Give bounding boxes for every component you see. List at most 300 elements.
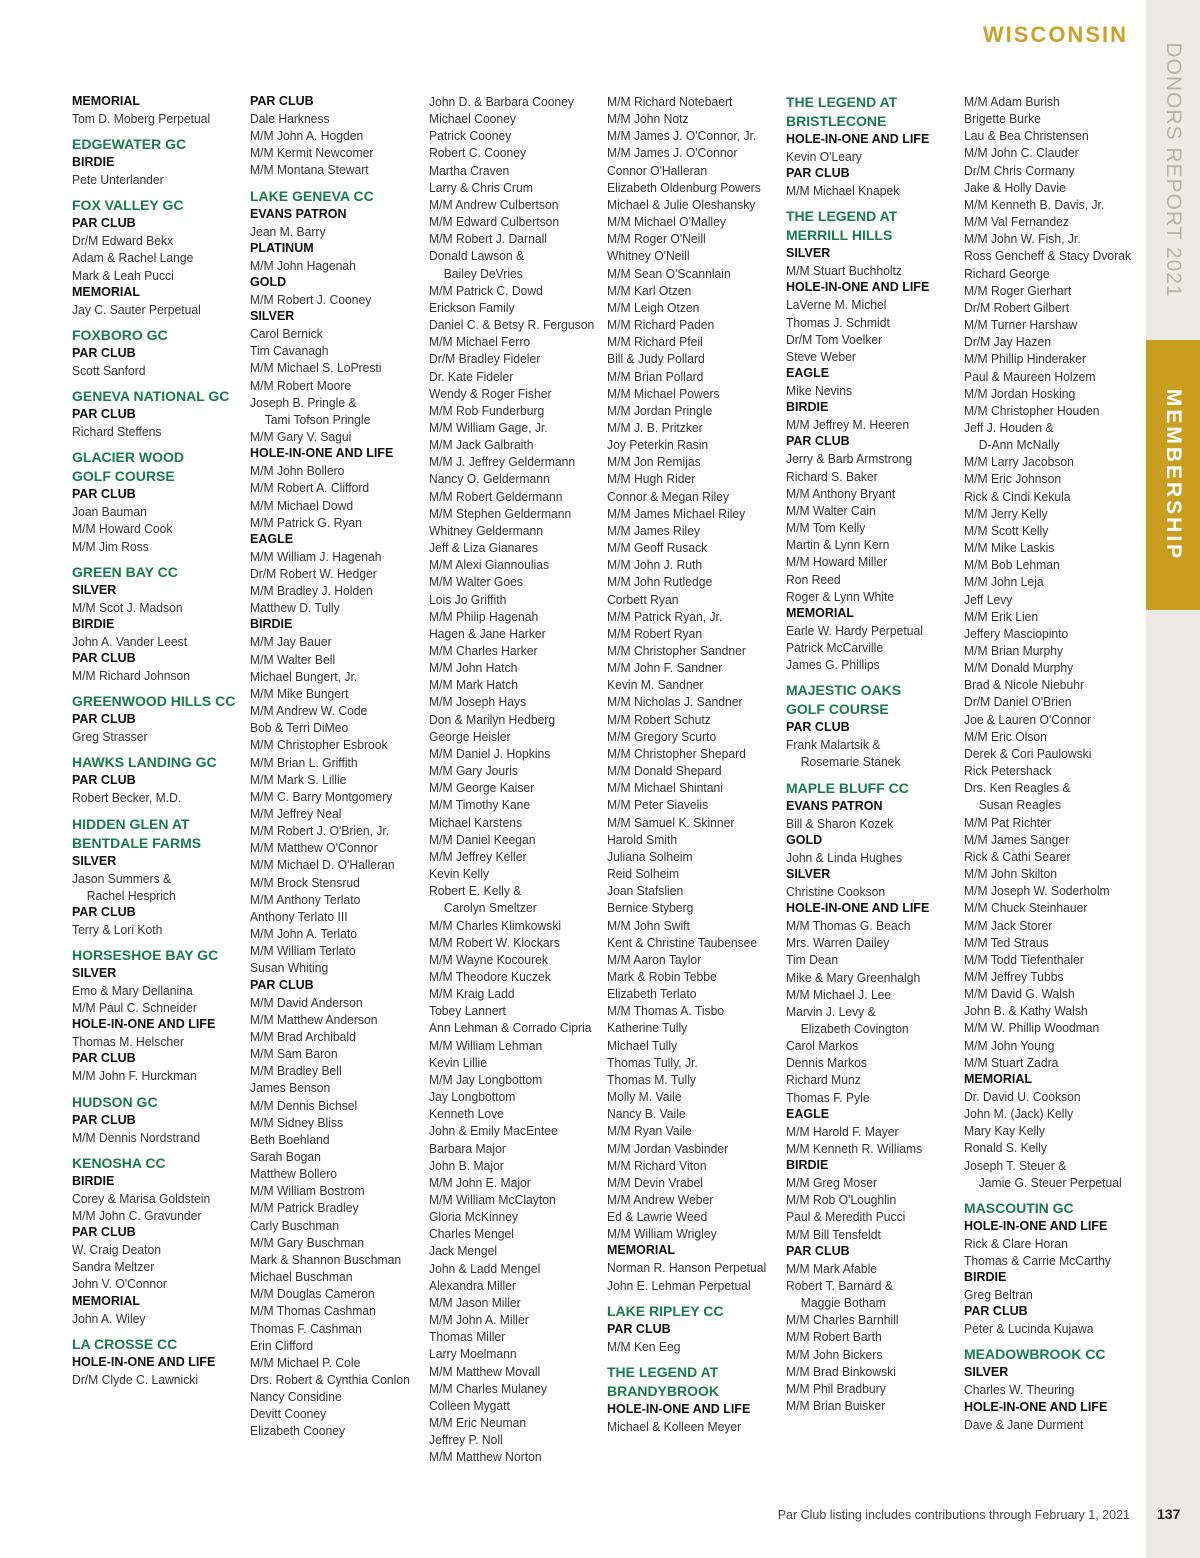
- donor-name: M/M Jon Remijas: [607, 454, 701, 470]
- donor-name: Dr/M Clyde C. Lawnicki: [72, 1371, 199, 1387]
- donor-name: M/M Michael Powers: [607, 385, 720, 401]
- donor-name: Nancy B. Vaile: [607, 1106, 686, 1122]
- donor-name: Jean M. Barry: [250, 223, 326, 239]
- donor-name: Sarah Bogan: [250, 1148, 321, 1164]
- donor-name: Joan Bauman: [72, 504, 147, 520]
- donor-column-3: [429, 93, 597, 1466]
- donor-name: M/M Robert J. O'Brien, Jr.: [250, 823, 390, 839]
- donor-name: Roger & Lynn White: [786, 588, 895, 604]
- donor-name: M/M Mike Bungert: [250, 685, 349, 701]
- donor-name: Beth Boehland: [250, 1131, 330, 1147]
- giving-level: PAR CLUB: [786, 720, 850, 735]
- donor-name: Michael Bungert, Jr.: [250, 668, 358, 684]
- donor-name: Ross Gencheff & Stacy Dvorak: [964, 248, 1132, 264]
- donor-name: Jeffrey P. Noll: [429, 1432, 503, 1448]
- club-name: KENOSHA CC: [72, 1154, 166, 1171]
- donor-name: M/M Robert W. Klockars: [429, 934, 560, 950]
- donor-name: M/M Jeffrey Tubbs: [964, 968, 1064, 984]
- donor-name: James Benson: [250, 1080, 331, 1096]
- giving-level: HOLE-IN-ONE AND LIFE: [786, 132, 930, 146]
- donor-name: George Heisler: [429, 728, 511, 744]
- club-name: MEADOWBROOK CC: [964, 1346, 1106, 1363]
- donor-name: M/M Todd Tiefenthaler: [964, 951, 1084, 967]
- donor-name: M/M Kenneth B. Davis, Jr.: [964, 196, 1105, 212]
- donor-name: M/M Wayne Kocourek: [429, 951, 548, 967]
- giving-level: HOLE-IN-ONE AND LIFE: [964, 1399, 1108, 1414]
- donor-name: Joan Stafslien: [607, 883, 684, 899]
- donor-name: John A. Vander Leest: [72, 633, 188, 649]
- donor-name: M/M Matthew Movall: [429, 1363, 541, 1379]
- donor-name: M/M Robert Moore: [250, 377, 352, 393]
- donor-name: Dr/M Tom Voelker: [786, 331, 883, 347]
- giving-level: HOLE-IN-ONE AND LIFE: [250, 446, 394, 461]
- club-name: HIDDEN GLEN AT: [72, 815, 190, 832]
- donor-name-continued: D-Ann McNally: [978, 437, 1060, 453]
- donor-name: Elizabeth Terlato: [607, 986, 697, 1002]
- donor-name: M/M Michael D. O'Halleran: [250, 857, 395, 873]
- donor-name: M/M Ryan Vaile: [607, 1123, 692, 1139]
- donor-name: M/M Gary V. Sagui: [250, 429, 352, 445]
- donor-name: M/M Kenneth R. Williams: [786, 1140, 923, 1156]
- donor-name: Kenneth Love: [429, 1106, 504, 1122]
- donor-name: Rick & Cathi Searer: [964, 848, 1071, 864]
- footer-note: Par Club listing includes contributions through February 1, 2021: [777, 1508, 1130, 1522]
- donor-name: Dave & Jane Durment: [964, 1416, 1084, 1432]
- giving-level: MEMORIAL: [964, 1071, 1033, 1086]
- club-name: THE LEGEND AT: [786, 208, 898, 225]
- donor-name: John V. O'Connor: [72, 1276, 167, 1292]
- donor-name: M/M Richard Pfeil: [607, 334, 703, 350]
- donor-name: Molly M. Vaile: [607, 1089, 682, 1105]
- donor-name: M/M Patrick Bradley: [250, 1200, 359, 1216]
- giving-level: BIRDIE: [72, 1173, 115, 1188]
- donor-name: M/M Michael Shintani: [607, 780, 723, 796]
- donor-name: Mike Nevins: [786, 383, 853, 399]
- donor-name: M/M Brian Pollard: [607, 368, 704, 384]
- donor-column-6: [964, 93, 1132, 1433]
- donor-name: Barbara Major: [429, 1140, 506, 1156]
- donor-name: M/M Christopher Sandner: [607, 643, 746, 658]
- donor-name: M/M Matthew Anderson: [250, 1011, 378, 1027]
- donor-name: Daniel C. & Betsy R. Ferguson: [429, 317, 595, 333]
- sidebar-report-band: [1146, 0, 1200, 340]
- donor-name: M/M John Hatch: [429, 660, 518, 676]
- donor-name: M/M William J. Hagenah: [250, 548, 382, 564]
- donor-name: Connor & Megan Riley: [607, 488, 730, 504]
- donor-name: W. Craig Deaton: [72, 1242, 162, 1258]
- donor-name: Matthew D. Tully: [250, 600, 340, 616]
- donor-name-continued: Elizabeth Covington: [800, 1021, 909, 1036]
- donor-name: M/M James J. O'Connor, Jr.: [607, 128, 757, 144]
- donor-name: Robert C. Cooney: [429, 145, 527, 161]
- giving-level: HOLE-IN-ONE AND LIFE: [72, 1354, 216, 1369]
- donor-name: Thomas & Carrie McCarthy: [964, 1253, 1111, 1268]
- giving-level: PAR CLUB: [72, 216, 136, 231]
- donor-name: M/M Erik Lien: [964, 608, 1039, 624]
- donor-name: M/M James Michael Riley: [607, 505, 746, 521]
- giving-level: PAR CLUB: [607, 1321, 671, 1336]
- donor-name: M/M J. Jeffrey Geldermann: [429, 454, 576, 470]
- giving-level: EVANS PATRON: [786, 798, 883, 813]
- giving-level: PAR CLUB: [72, 712, 136, 727]
- giving-level: HOLE-IN-ONE AND LIFE: [607, 1401, 751, 1416]
- donor-name: Frank Malartsik &: [786, 737, 881, 753]
- giving-level: PAR CLUB: [964, 1304, 1028, 1319]
- giving-level: EVANS PATRON: [250, 206, 347, 221]
- donor-name: M/M Walter Goes: [429, 574, 523, 590]
- donor-name: Rick & Cindi Kekula: [964, 488, 1071, 504]
- donor-name: M/M Jack Galbraith: [429, 437, 534, 453]
- donor-name: M/M Robert Barth: [786, 1329, 882, 1345]
- donor-name: Bernice Styberg: [607, 900, 694, 916]
- donor-name: M/M W. Phillip Woodman: [964, 1020, 1100, 1036]
- donor-name: M/M James J. O'Connor: [607, 145, 738, 161]
- club-name: EDGEWATER GC: [72, 136, 187, 153]
- giving-level: PAR CLUB: [72, 773, 136, 788]
- donor-name: M/M John Skilton: [964, 866, 1058, 882]
- donor-name: Nancy Considine: [250, 1389, 342, 1405]
- donor-name: Patrick Cooney: [429, 128, 512, 144]
- donor-name: Jason Summers &: [72, 870, 172, 886]
- donor-name: Kevin O'Leary: [786, 149, 862, 164]
- giving-level: HOLE-IN-ONE AND LIFE: [72, 1017, 216, 1032]
- donor-name: Elizabeth Oldenburg Powers: [607, 179, 761, 195]
- club-name: LA CROSSE CC: [72, 1335, 178, 1352]
- donor-name: Don & Marilyn Hedberg: [429, 711, 556, 727]
- club-name: LAKE RIPLEY CC: [607, 1302, 724, 1319]
- club-name: GLACIER WOOD: [72, 449, 184, 466]
- section-title: MEMBERSHIP: [1162, 388, 1185, 562]
- giving-level: PAR CLUB: [72, 1225, 136, 1240]
- donor-name: M/M George Kaiser: [429, 780, 535, 796]
- donor-name: Thomas Miller: [429, 1329, 506, 1345]
- donor-name: Dennis Markos: [786, 1055, 867, 1071]
- donor-name: Robert E. Kelly &: [429, 883, 522, 899]
- donor-name: Thomas J. Schmidt: [786, 314, 890, 330]
- donor-name: M/M John C. Clauder: [964, 145, 1079, 161]
- donor-name: Peter & Lucinda Kujawa: [964, 1321, 1094, 1337]
- donor-name: M/M Sean O'Scannlain: [607, 265, 731, 281]
- donor-name: Drs. Robert & Cynthia Conlon: [250, 1372, 410, 1387]
- giving-level: PLATINUM: [250, 240, 314, 255]
- donor-name: Joe & Lauren O'Connor: [964, 711, 1092, 727]
- donor-name: M/M Matthew Norton: [429, 1449, 542, 1465]
- donor-name: M/M Thomas Cashman: [250, 1303, 376, 1319]
- donor-name: M/M Devin Vrabel: [607, 1174, 703, 1190]
- donor-name: M/M Charles Barnhill: [786, 1312, 899, 1328]
- donor-name: Gloria McKinney: [429, 1209, 519, 1225]
- donor-name: M/M Roger Gierhart: [964, 282, 1072, 298]
- donor-name: M/M Turner Harshaw: [964, 317, 1078, 333]
- donor-name: Matthew Bollero: [250, 1166, 337, 1182]
- donor-name: Rick & Clare Horan: [964, 1235, 1068, 1251]
- donor-name: M/M John Rutledge: [607, 574, 713, 590]
- donor-name: Joy Peterkin Rasin: [607, 437, 709, 453]
- donor-name: M/M Richard Paden: [607, 317, 715, 333]
- donor-name: M/M Daniel Keegan: [429, 831, 536, 847]
- donor-name: M/M Andrew Weber: [607, 1192, 714, 1207]
- donor-name: Dr/M Chris Cormany: [964, 162, 1075, 178]
- donor-name: M/M Jeffrey Neal: [250, 806, 342, 821]
- donor-name: Dr/M Robert W. Hedger: [250, 565, 377, 581]
- club-name: FOXBORO GC: [72, 326, 168, 343]
- club-name: HUDSON GC: [72, 1093, 158, 1110]
- donor-name: M/M Howard Cook: [72, 521, 173, 537]
- donor-name: M/M Christopher Shepard: [607, 745, 746, 761]
- giving-level: HOLE-IN-ONE AND LIFE: [786, 901, 930, 916]
- giving-level: SILVER: [250, 309, 295, 324]
- donor-name: Ron Reed: [786, 571, 841, 587]
- donor-name: M/M Theodore Kuczek: [429, 968, 551, 984]
- donor-name: M/M Aaron Taylor: [607, 951, 702, 967]
- giving-level: SILVER: [964, 1365, 1009, 1380]
- donor-name: Mrs. Warren Dailey: [786, 935, 890, 951]
- donor-name: Harold Smith: [607, 831, 678, 847]
- donor-name: M/M Joseph Hays: [429, 694, 527, 710]
- donor-name: Carol Bernick: [250, 326, 323, 342]
- donor-name: Dale Harkness: [250, 111, 330, 126]
- donor-name: M/M Robert Geldermann: [429, 488, 563, 504]
- donor-name: M/M Philip Hagenah: [429, 608, 539, 624]
- donor-name: Reid Solheim: [607, 866, 680, 882]
- donor-name: Larry & Chris Crum: [429, 179, 533, 195]
- donor-name: Marvin J. Levy &: [786, 1003, 876, 1019]
- donor-name: M/M Jeffrey M. Heeren: [786, 417, 910, 433]
- donor-name: M/M Christopher Houden: [964, 402, 1100, 418]
- donor-name: M/M Jordan Hosking: [964, 385, 1076, 401]
- donor-name: Jeffery Masciopinto: [964, 625, 1069, 641]
- donor-name: Norman R. Hanson Perpetual: [607, 1260, 767, 1276]
- giving-level: HOLE-IN-ONE AND LIFE: [786, 280, 930, 295]
- state-title: WISCONSIN: [982, 22, 1128, 47]
- donor-name: Martha Craven: [429, 162, 510, 178]
- donor-name: M/M John C. Gravunder: [72, 1207, 202, 1223]
- donor-name: M/M John Young: [964, 1037, 1055, 1053]
- donor-name: John & Linda Hughes: [786, 849, 903, 865]
- page-number: 137: [1157, 1506, 1181, 1522]
- donor-name: M/M Richard Viton: [607, 1157, 707, 1173]
- donor-name: M/M Robert A. Clifford: [250, 480, 370, 496]
- donor-name: M/M Bob Lehman: [964, 557, 1060, 573]
- donor-name: M/M Jeffrey Keller: [429, 848, 527, 864]
- donor-name: M/M Jack Storer: [964, 917, 1053, 933]
- donor-name: Robert Becker, M.D.: [72, 790, 182, 806]
- donor-name: M/M Douglas Cameron: [250, 1286, 375, 1302]
- donor-name: M/M Daniel J. Hopkins: [429, 745, 551, 761]
- donor-name: Dr/M Daniel O'Brien: [964, 694, 1072, 710]
- donor-name-continued: Susan Reagles: [978, 797, 1062, 813]
- donor-name: John M. (Jack) Kelly: [964, 1106, 1074, 1122]
- donor-name: M/M Geoff Rusack: [607, 540, 708, 556]
- donor-name: M/M David Anderson: [250, 994, 363, 1010]
- donor-name: Michael Buschman: [250, 1269, 353, 1285]
- donor-name: LaVerne M. Michel: [786, 297, 887, 313]
- donor-name: M/M Robert J. Cooney: [250, 291, 372, 307]
- donor-name: M/M Howard Miller: [786, 554, 888, 570]
- giving-level: PAR CLUB: [786, 1243, 850, 1258]
- donor-name: Kevin Lillie: [429, 1054, 488, 1070]
- donor-name: M/M Mark S. Lillie: [250, 771, 347, 787]
- donor-name: M/M William Lehman: [429, 1037, 543, 1053]
- donor-name: M/M Mark Hatch: [429, 677, 518, 693]
- donor-name: M/M William Terlato: [250, 943, 356, 959]
- donor-name: Alexandra Miller: [429, 1277, 516, 1293]
- donor-name: Bill & Sharon Kozek: [786, 815, 894, 831]
- donor-name: M/M Timothy Kane: [429, 797, 531, 813]
- donor-name: M/M John F. Sandner: [607, 660, 723, 676]
- donor-name: Richard George: [964, 265, 1050, 281]
- donor-name: M/M Harold F. Mayer: [786, 1123, 899, 1139]
- club-name: LAKE GENEVA CC: [250, 187, 374, 204]
- giving-level: EAGLE: [786, 1106, 830, 1121]
- donor-column-5: [786, 93, 954, 1414]
- donor-name: M/M Mark Afable: [786, 1260, 878, 1276]
- donor-name: Ed & Lawrie Weed: [607, 1209, 708, 1225]
- club-name: FOX VALLEY GC: [72, 197, 184, 214]
- donor-name: M/M William Gage, Jr.: [429, 419, 548, 435]
- club-name: GREENWOOD HILLS CC: [72, 693, 236, 710]
- donor-name: M/M Gregory Scurto: [607, 728, 717, 744]
- donor-name: M/M Christopher Esbrook: [250, 737, 388, 753]
- sidebar-section-tab: [1146, 340, 1200, 610]
- donor-name: Earle W. Hardy Perpetual: [786, 622, 923, 638]
- donor-name: M/M Adam Burish: [964, 94, 1060, 109]
- giving-level: HOLE-IN-ONE AND LIFE: [964, 1218, 1108, 1233]
- donor-name: Jack Mengel: [429, 1243, 498, 1259]
- donor-name: M/M Richard Johnson: [72, 668, 191, 684]
- donor-name: M/M John Bollero: [250, 463, 345, 479]
- donor-name: Jay C. Sauter Perpetual: [72, 301, 201, 317]
- donor-name: M/M Stuart Buchholtz: [786, 263, 902, 279]
- donor-name: Charles Mengel: [429, 1226, 514, 1242]
- donor-name: M/M Charles Mulaney: [429, 1380, 547, 1396]
- donor-name: M/M Val Fernandez: [964, 214, 1069, 230]
- donor-name: M/M Montana Stewart: [250, 162, 369, 178]
- donor-name: Michael Cooney: [429, 111, 516, 127]
- donor-name: M/M John A. Hogden: [250, 128, 364, 144]
- donor-name: M/M Samuel K. Skinner: [607, 814, 735, 830]
- donor-name: John A. Wiley: [72, 1310, 146, 1326]
- donor-name: Dr. David U. Cookson: [964, 1088, 1081, 1104]
- giving-level: SILVER: [786, 246, 831, 261]
- giving-level: PAR CLUB: [72, 487, 136, 502]
- donor-name: Jeff Levy: [964, 591, 1013, 607]
- giving-level: PAR CLUB: [72, 904, 136, 919]
- donor-name: M/M Donald Shepard: [607, 763, 722, 779]
- donor-name: M/M Kraig Ladd: [429, 986, 515, 1002]
- giving-level: BIRDIE: [250, 617, 293, 632]
- donor-name: M/M Roger O'Neill: [607, 231, 706, 247]
- donor-name: Tim Cavanagh: [250, 343, 329, 359]
- giving-level: PAR CLUB: [250, 94, 314, 108]
- donor-column-4: [607, 93, 775, 1435]
- donor-name: Hagen & Jane Harker: [429, 625, 546, 641]
- donor-name: M/M Michael Knapek: [786, 183, 900, 199]
- donor-name: M/M Rob Funderburg: [429, 402, 545, 418]
- giving-level: PAR CLUB: [72, 1112, 136, 1127]
- donor-name: M/M Andrew Culbertson: [429, 196, 559, 212]
- report-title: DONORS REPORT 2021: [1162, 42, 1185, 298]
- donor-name: Bill & Judy Pollard: [607, 351, 705, 367]
- donor-name: John & Ladd Mengel: [429, 1260, 541, 1276]
- donor-name: Greg Strasser: [72, 729, 148, 745]
- donor-name: M/M John Swift: [607, 917, 690, 933]
- donor-name-continued: Rosemarie Stanek: [800, 754, 901, 770]
- donor-name: M/M Karl Otzen: [607, 282, 692, 298]
- donor-name: Jeff & Liza Gianares: [429, 540, 539, 556]
- donor-name: Carly Buschman: [250, 1217, 340, 1233]
- donor-name: Derek & Cori Paulowski: [964, 745, 1092, 761]
- giving-level: PAR CLUB: [786, 166, 850, 181]
- donor-name: Drs. Ken Reagles &: [964, 780, 1071, 796]
- donor-name: Richard Steffens: [72, 424, 162, 440]
- club-name: MAPLE BLUFF CC: [786, 779, 909, 796]
- donor-name: M/M David G. Walsh: [964, 986, 1075, 1002]
- donor-name: Dr. Kate Fideler: [429, 368, 514, 384]
- donor-name: Rick Petershack: [964, 763, 1052, 779]
- donor-name: Lau & Bea Christensen: [964, 128, 1089, 144]
- donor-name: M/M Dennis Nordstrand: [72, 1129, 201, 1145]
- donor-name: Paul & Maureen Holzem: [964, 368, 1096, 384]
- donor-name: M/M Jordan Pringle: [607, 402, 713, 418]
- donor-name: Katherine Tully: [607, 1020, 688, 1036]
- donor-name: M/M Greg Moser: [786, 1175, 878, 1191]
- donor-name: M/M J. B. Pritzker: [607, 419, 703, 435]
- donor-name: Mark & Shannon Buschman: [250, 1251, 402, 1267]
- donor-column-1: [72, 93, 240, 1388]
- club-name-continued: GOLF COURSE: [786, 701, 889, 718]
- club-name-continued: BRANDYBROOK: [607, 1382, 719, 1399]
- donor-name: M/M Brad Archibald: [250, 1028, 356, 1044]
- donor-name: Joseph B. Pringle &: [250, 394, 357, 410]
- donor-name: Brad & Nicole Niebuhr: [964, 677, 1085, 693]
- giving-level: PAR CLUB: [786, 434, 850, 449]
- donor-name: Erin Clifford: [250, 1337, 314, 1353]
- giving-level: GOLD: [786, 832, 823, 847]
- donor-name: Dr/M Bradley Fideler: [429, 351, 541, 367]
- donor-name: Michael Karstens: [429, 814, 523, 830]
- giving-level: MEMORIAL: [607, 1243, 676, 1258]
- club-name: HORSESHOE BAY GC: [72, 946, 219, 963]
- donor-name: Dr/M Jay Hazen: [964, 334, 1051, 350]
- donor-name: Kevin Kelly: [429, 866, 490, 882]
- donor-name: M/M Nicholas J. Sandner: [607, 694, 743, 710]
- donor-name: M/M John Notz: [607, 111, 689, 127]
- donor-name: M/M Walter Cain: [786, 502, 876, 518]
- donor-name: Nancy O. Geldermann: [429, 471, 550, 487]
- donor-name: M/M Donald Murphy: [964, 660, 1074, 676]
- donor-name: M/M Brian L. Griffith: [250, 754, 358, 770]
- giving-level: BIRDIE: [72, 616, 115, 631]
- donor-name-continued: Rachel Hesprich: [86, 887, 176, 903]
- donor-name: Scott Sanford: [72, 362, 146, 378]
- donor-name: M/M Anthony Terlato: [250, 891, 361, 907]
- donor-name: James G. Phillips: [786, 657, 880, 673]
- giving-level: SILVER: [72, 965, 117, 980]
- donor-name: Thomas M. Tully: [607, 1071, 696, 1087]
- donor-name: Tom D. Moberg Perpetual: [72, 111, 211, 126]
- donor-name: M/M Gary Buschman: [250, 1234, 364, 1250]
- donor-name: M/M Charles Klimkowski: [429, 917, 562, 933]
- donor-name: Erickson Family: [429, 299, 515, 315]
- donor-name: Michael Tully: [607, 1037, 678, 1053]
- giving-level: MEMORIAL: [72, 284, 141, 299]
- donor-name: Colleen Mygatt: [429, 1397, 510, 1413]
- donor-name: M/M Michael O'Malley: [607, 214, 726, 230]
- donor-name: M/M Charles Harker: [429, 643, 538, 658]
- donor-name: Ann Lehman & Corrado Cipria: [429, 1020, 592, 1036]
- club-name: THE LEGEND AT: [786, 94, 898, 110]
